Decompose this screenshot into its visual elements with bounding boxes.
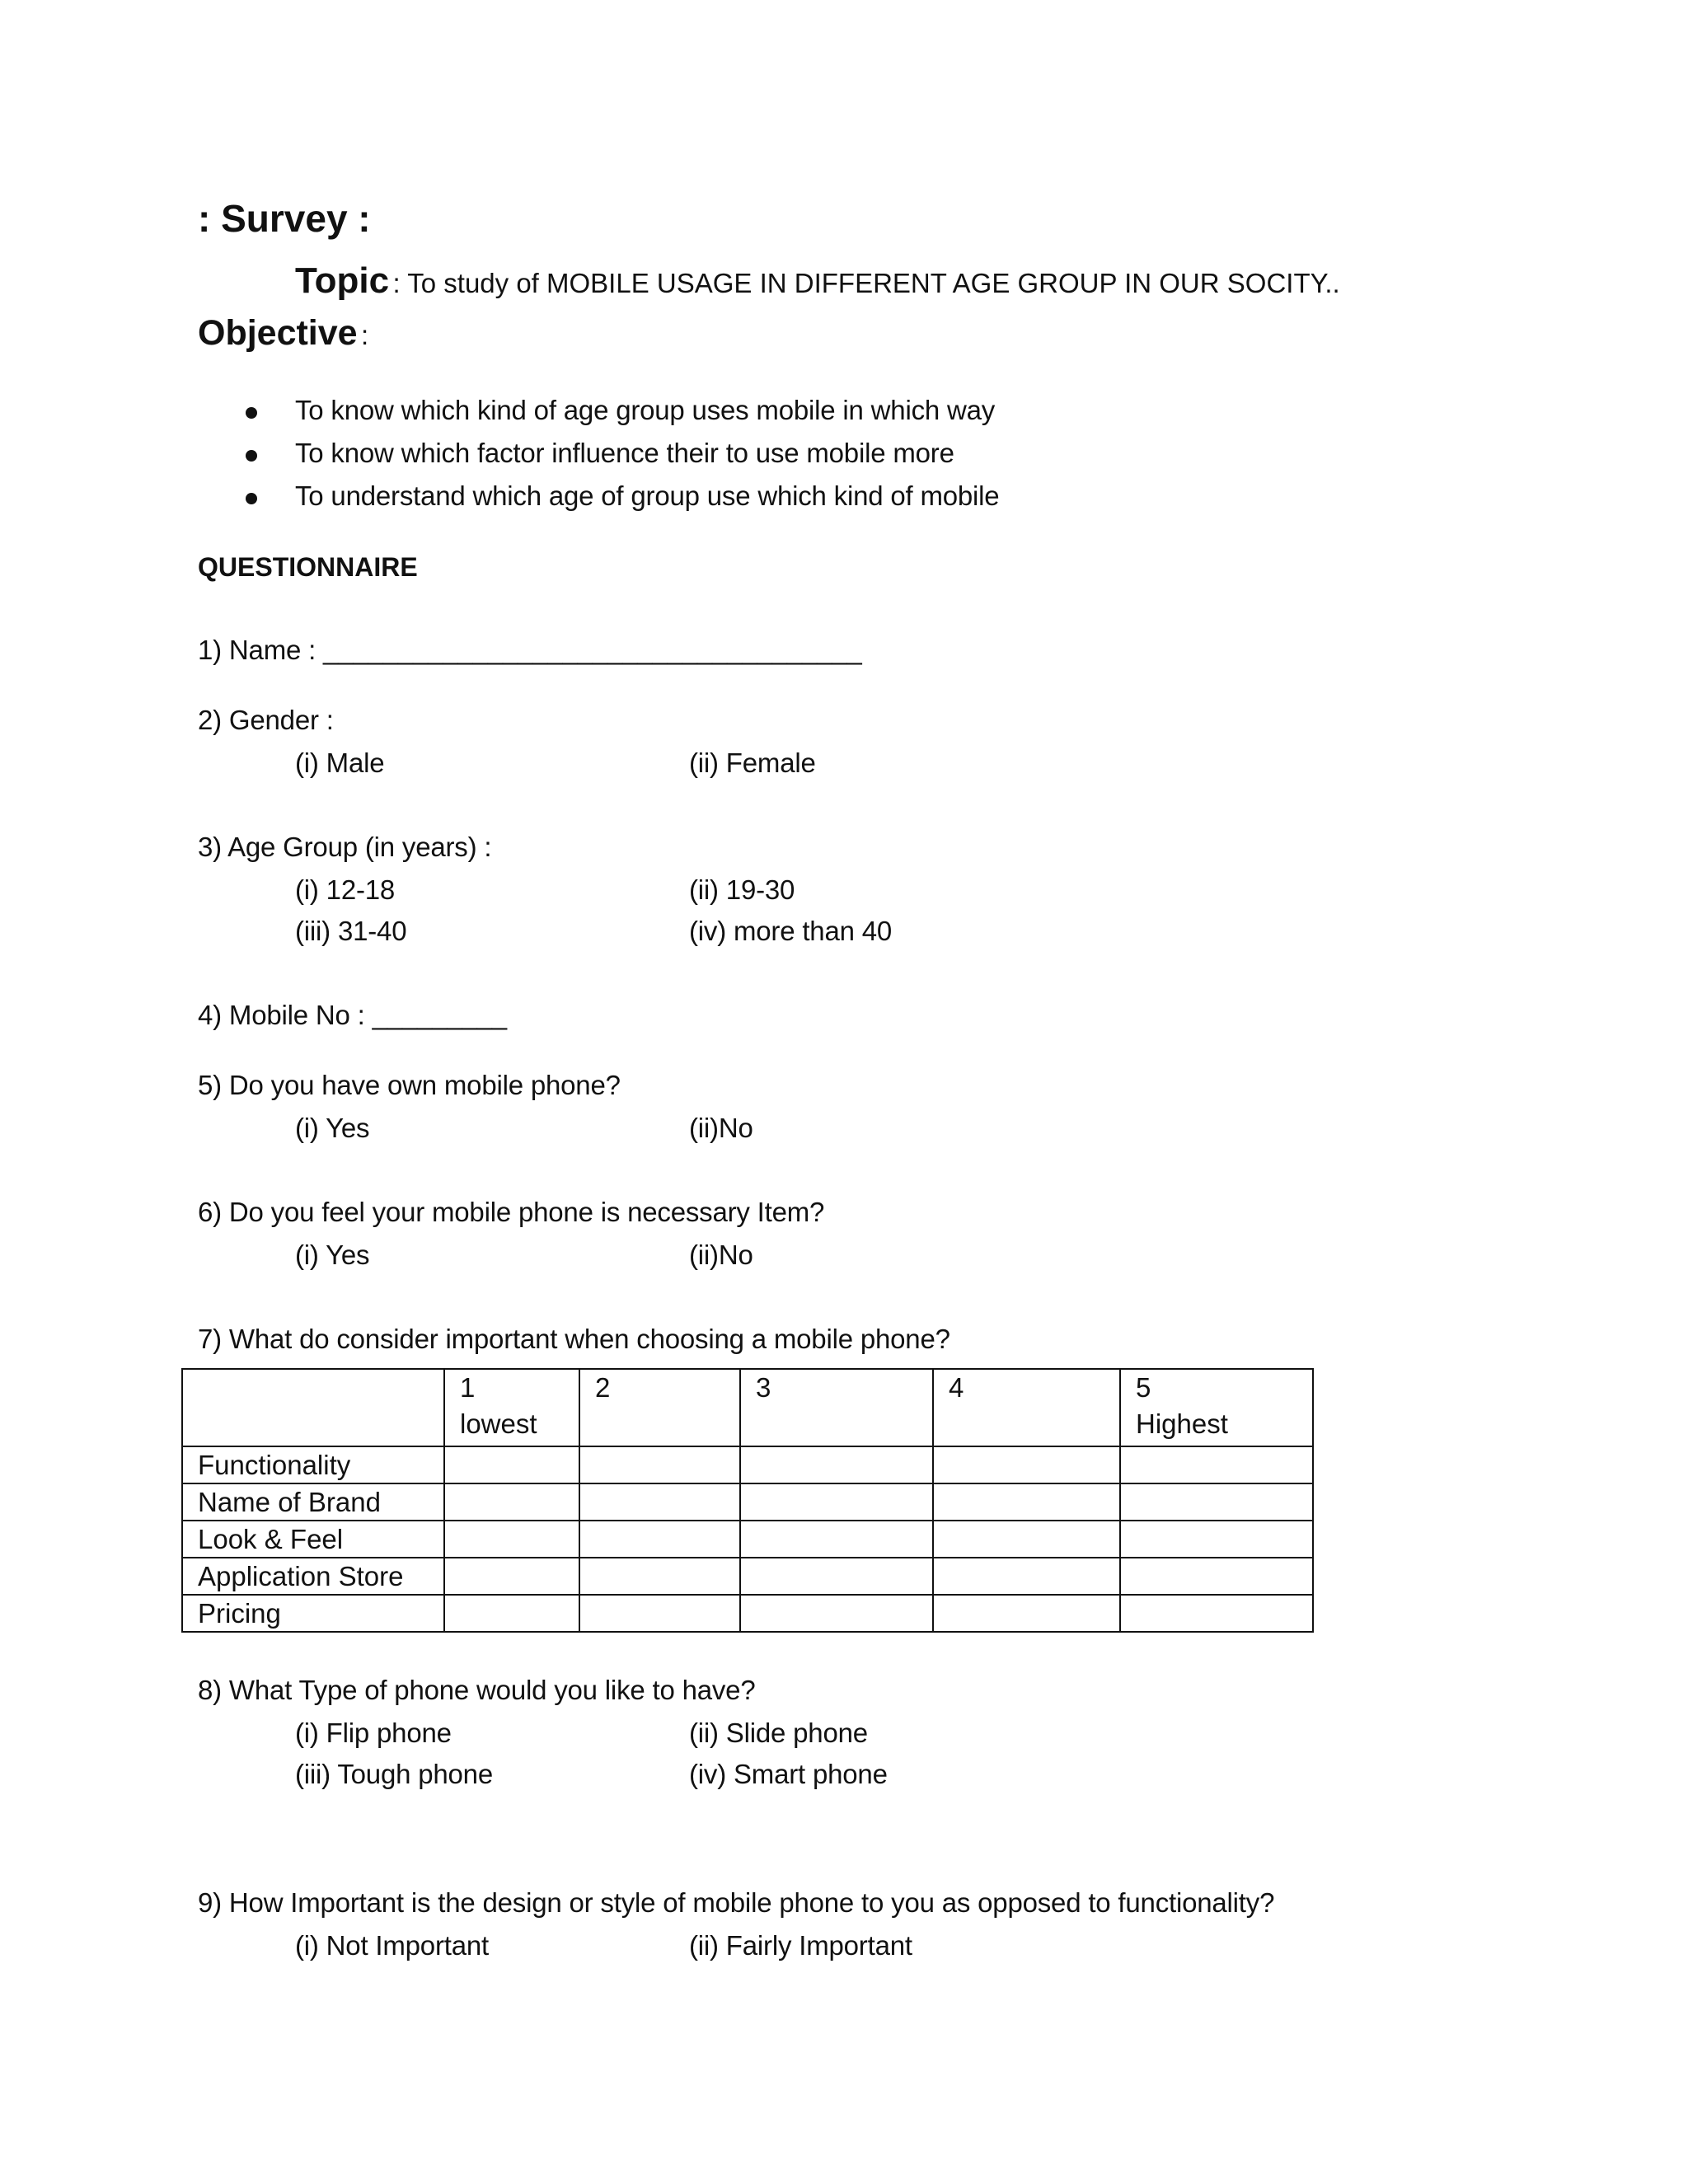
topic-line [295,260,1340,302]
rating-cell[interactable] [1120,1446,1313,1483]
option-age-31-40: (iii) 31-40 [295,916,407,946]
rating-cell[interactable] [579,1446,740,1483]
rating-cell[interactable] [444,1483,579,1521]
bullet-icon [246,407,257,419]
rating-cell[interactable] [444,1446,579,1483]
option-age-over-40: (iv) more than 40 [689,916,893,946]
criterion-label: Pricing [182,1595,444,1632]
question-mobile-no: 4) Mobile No : _________ [198,1000,507,1030]
rating-cell[interactable] [740,1521,933,1558]
rating-cell[interactable] [933,1595,1120,1632]
option-no: (ii)No [689,1113,753,1143]
question-phone-type: 8) What Type of phone would you like to have? [198,1675,756,1705]
objective-line [198,313,368,354]
option-no: (ii)No [689,1240,753,1270]
table-row [182,1521,1313,1558]
objective-item: To know which kind of age group uses mobile in which way [295,395,996,425]
question-gender: 2) Gender : [198,705,334,735]
option-slide-phone: (ii) Slide phone [689,1718,868,1748]
column-number: 2 [595,1372,611,1403]
rating-cell[interactable] [444,1558,579,1595]
option-age-12-18: (i) 12-18 [295,874,396,905]
rating-cell[interactable] [933,1446,1120,1483]
question-name: 1) Name : ____________________________________ [198,635,862,665]
objective-item: To understand which age of group use which kind of mobile [295,480,1000,511]
rating-cell[interactable] [579,1558,740,1595]
column-sublabel: Highest [1136,1408,1228,1439]
question-necessary-item: 6) Do you feel your mobile phone is necessary Item? [198,1197,825,1227]
objective-item: To know which factor influence their to use mobile more [295,438,954,468]
topic-text: : To study of MOBILE USAGE IN DIFFERENT AGE GROUP IN OUR SOCITY.. [392,268,1340,298]
option-yes: (i) Yes [295,1113,370,1143]
objective-colon: : [361,320,369,350]
option-male: (i) Male [295,748,385,778]
column-header [740,1369,933,1446]
question-importance: 7) What do consider important when choosing a mobile phone? [198,1324,950,1354]
criterion-label: Look & Feel [182,1521,444,1558]
column-number: 3 [756,1372,771,1403]
rating-cell[interactable] [740,1446,933,1483]
bullet-icon [246,450,257,462]
option-flip-phone: (i) Flip phone [295,1718,452,1748]
option-yes: (i) Yes [295,1240,370,1270]
questionnaire-heading: QUESTIONNAIRE [198,552,418,582]
survey-title: : Survey : [198,197,371,240]
question-own-phone: 5) Do you have own mobile phone? [198,1070,621,1100]
option-female: (ii) Female [689,748,816,778]
rating-cell[interactable] [444,1595,579,1632]
column-header [933,1369,1120,1446]
column-number: 1 [460,1372,476,1403]
table-row [182,1446,1313,1483]
option-age-19-30: (ii) 19-30 [689,874,795,905]
rating-cell[interactable] [444,1521,579,1558]
rating-cell[interactable] [1120,1483,1313,1521]
topic-label: Topic [295,260,390,301]
column-sublabel: lowest [460,1408,537,1439]
importance-rating-table [181,1368,1314,1633]
column-header [1120,1369,1313,1446]
objective-label: Objective [198,313,358,353]
table-row [182,1483,1313,1521]
rating-cell[interactable] [740,1595,933,1632]
rating-cell[interactable] [1120,1558,1313,1595]
rating-cell[interactable] [579,1521,740,1558]
option-fairly-important: (ii) Fairly Important [689,1930,912,1961]
option-not-important: (i) Not Important [295,1930,489,1961]
table-corner-cell [182,1369,444,1446]
bullet-icon [246,493,257,504]
column-number: 4 [949,1372,964,1403]
table-row [182,1595,1313,1632]
column-number: 5 [1136,1372,1151,1403]
rating-cell[interactable] [1120,1595,1313,1632]
criterion-label: Application Store [182,1558,444,1595]
question-design-importance: 9) How Important is the design or style of mobile phone to you as opposed to functionality? [198,1887,1275,1918]
option-tough-phone: (iii) Tough phone [295,1759,493,1789]
criterion-label: Functionality [182,1446,444,1483]
rating-cell[interactable] [1120,1521,1313,1558]
rating-cell[interactable] [933,1521,1120,1558]
table-row [182,1558,1313,1595]
rating-cell[interactable] [740,1558,933,1595]
rating-cell[interactable] [933,1483,1120,1521]
rating-cell[interactable] [579,1595,740,1632]
column-header [444,1369,579,1446]
rating-cell[interactable] [933,1558,1120,1595]
criterion-label: Name of Brand [182,1483,444,1521]
table-header-row [182,1369,1313,1446]
rating-cell[interactable] [579,1483,740,1521]
question-age-group: 3) Age Group (in years) : [198,832,492,862]
option-smart-phone: (iv) Smart phone [689,1759,888,1789]
rating-cell[interactable] [740,1483,933,1521]
column-header [579,1369,740,1446]
